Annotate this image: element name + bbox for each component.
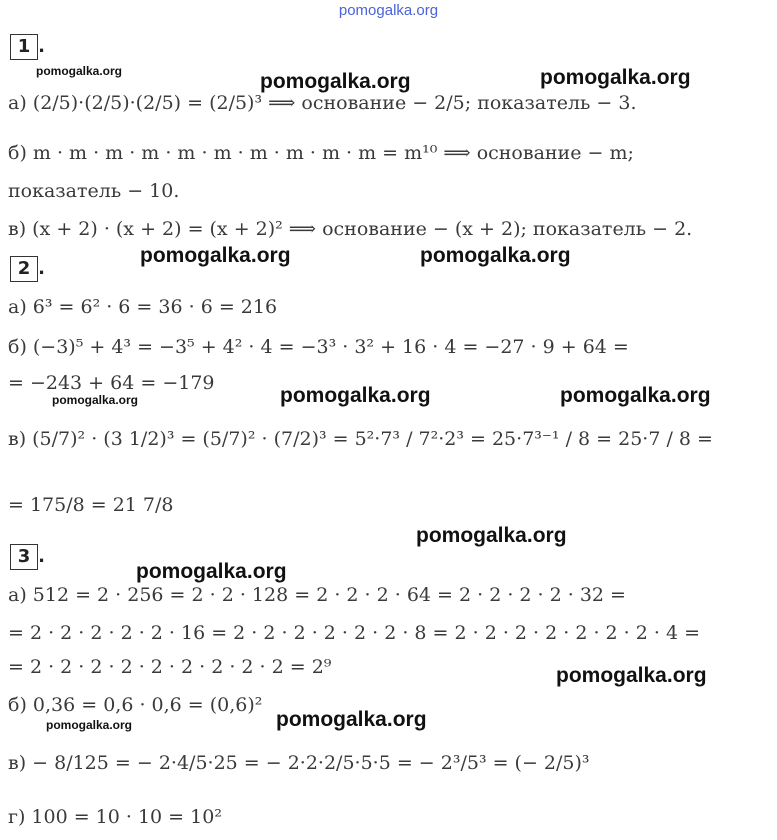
- task-number-2-label: 2: [17, 258, 31, 279]
- watermark: pomogalka.org: [276, 708, 427, 731]
- watermark: pomogalka.org: [46, 718, 133, 732]
- task1-line-c: в) (x + 2) · (x + 2) = (x + 2)² ⟹ основание − (x + 2); показатель − 2.: [8, 218, 693, 240]
- task1-line-a: а) (2/5)·(2/5)·(2/5) = (2/5)³ ⟹ основание − 2/5; показатель − 3.: [8, 92, 637, 114]
- task2-line-c-cont: = 175/8 = 21 7/8: [8, 494, 174, 516]
- watermark: pomogalka.org: [260, 70, 411, 93]
- task1-line-b: б) m · m · m · m · m · m · m · m · m · m = m¹⁰ ⟹ основание − m;: [8, 142, 634, 164]
- task3-line-d: г) 100 = 10 · 10 = 10²: [8, 806, 222, 828]
- task-number-3-label: 3: [17, 546, 31, 567]
- watermark: pomogalka.org: [280, 384, 431, 407]
- task-number-2: 2 .: [10, 256, 38, 282]
- watermark: pomogalka.org: [540, 66, 691, 89]
- task2-line-c: в) (5/7)² · (3 1/2)³ = (5/7)² · (7/2)³ = 5²·7³ / 7²·2³ = 25·7³⁻¹ / 8 = 25·7 / 8 =: [8, 428, 713, 450]
- task3-line-a-cont1: = 2 · 2 · 2 · 2 · 2 · 16 = 2 · 2 · 2 · 2 · 2 · 2 · 8 = 2 · 2 · 2 · 2 · 2 · 2 · 2 · 4 =: [8, 622, 700, 644]
- watermark: pomogalka.org: [420, 244, 571, 267]
- watermark: pomogalka.org: [36, 64, 123, 78]
- task2-line-b: б) (−3)⁵ + 4³ = −3⁵ + 4² · 4 = −3³ · 3² + 16 · 4 = −27 · 9 + 64 =: [8, 336, 629, 358]
- task-number-1-label: 1: [17, 36, 31, 57]
- task3-line-a: а) 512 = 2 · 256 = 2 · 2 · 128 = 2 · 2 · 2 · 64 = 2 · 2 · 2 · 2 · 32 =: [8, 584, 626, 606]
- task2-line-a: а) 6³ = 6² · 6 = 36 · 6 = 216: [8, 296, 278, 318]
- site-header[interactable]: pomogalka.org: [338, 2, 439, 19]
- task-number-3: 3 .: [10, 544, 38, 570]
- watermark: pomogalka.org: [556, 664, 707, 687]
- watermark: pomogalka.org: [560, 384, 711, 407]
- watermark: pomogalka.org: [136, 560, 287, 583]
- watermark: pomogalka.org: [416, 524, 567, 547]
- task1-line-b-cont: показатель − 10.: [8, 180, 180, 202]
- watermark: pomogalka.org: [140, 244, 291, 267]
- task3-line-c: в) − 8/125 = − 2·4/5·25 = − 2·2·2/5·5·5 = − 2³/5³ = (− 2/5)³: [8, 752, 590, 774]
- task-number-1: 1 .: [10, 34, 38, 60]
- task3-line-a-cont2: = 2 · 2 · 2 · 2 · 2 · 2 · 2 · 2 · 2 = 2⁹: [8, 656, 332, 678]
- task3-line-b: б) 0,36 = 0,6 · 0,6 = (0,6)²: [8, 694, 263, 716]
- watermark: pomogalka.org: [52, 393, 139, 407]
- task2-line-b-cont: = −243 + 64 = −179: [8, 372, 215, 394]
